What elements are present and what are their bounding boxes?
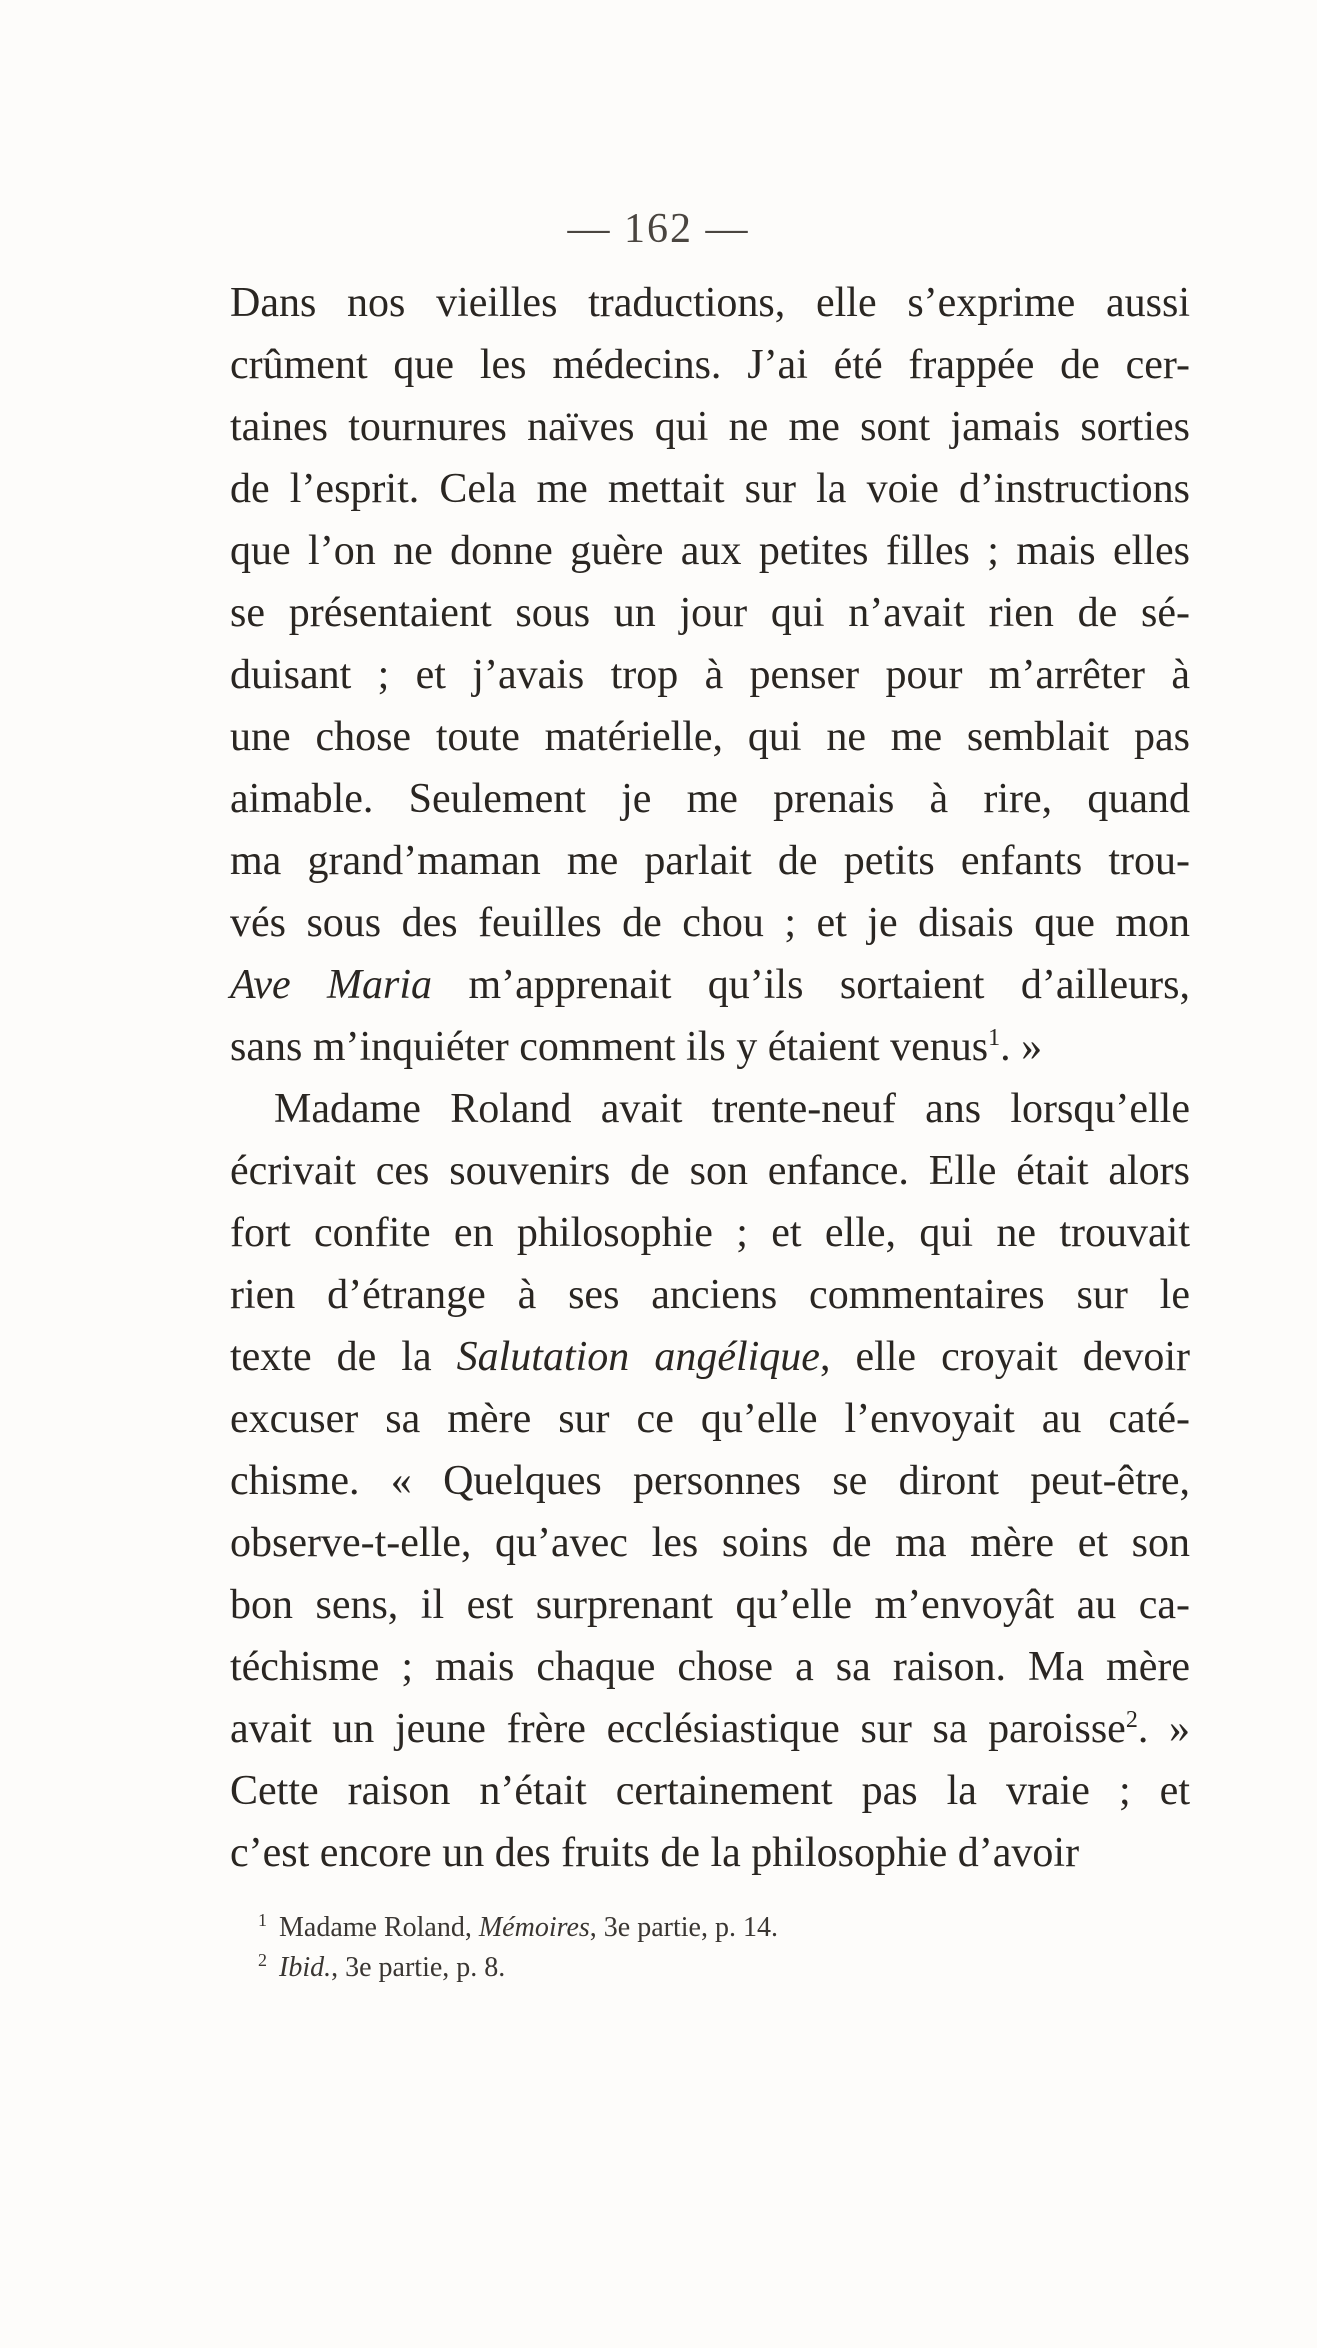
footnote (258, 1948, 1158, 1988)
text-fragment: m’apprenait qu’ils sortaient d’ailleurs, (432, 962, 1190, 1008)
text-line: une chose toute matérielle, qui ne me semblait pas (230, 714, 1190, 760)
text-fragment: avait un jeune frère ecclésiastique sur sa paroisse (230, 1706, 1126, 1752)
footnote-ref: 1 (988, 1025, 1001, 1051)
text-fragment: , 3e partie, p. 8. (331, 1952, 506, 1983)
text-line: Madame Roland avait trente-neuf ans lorsqu’elle (274, 1086, 1190, 1132)
text-line: ma grand’maman me parlait de petits enfants trou- (230, 838, 1190, 884)
footnote-text (279, 1912, 778, 1943)
footnote-text (279, 1952, 505, 1983)
text-fragment: . » (1137, 1706, 1191, 1752)
text-line (230, 954, 1190, 1016)
text-line: aimable. Seulement je me prenais à rire, quand (230, 776, 1190, 822)
page-number: — 162 — (567, 206, 750, 252)
text-line: vés sous des feuilles de chou ; et je disais que mon (230, 900, 1190, 946)
italic-phrase: Mémoires (478, 1912, 590, 1943)
text-line: crûment que les médecins. J’ai été frappée de cer- (230, 342, 1190, 388)
text-line: bon sens, il est surprenant qu’elle m’envoyât au ca- (230, 1582, 1190, 1628)
text-line: observe-t-elle, qu’avec les soins de ma mère et son (230, 1520, 1190, 1566)
footnote-mark: 2 (258, 1949, 267, 1970)
text-line: chisme. « Quelques personnes se diront peut-être, (230, 1458, 1190, 1504)
footnote (258, 1908, 1158, 1948)
footnotes (258, 1908, 1158, 1988)
text-line: que l’on ne donne guère aux petites filles ; mais elles (230, 528, 1190, 574)
footnote-ref: 2 (1125, 1707, 1138, 1733)
text-line: taines tournures naïves qui ne me sont jamais sorties (230, 404, 1190, 450)
text-line (230, 1326, 1190, 1388)
text-line: rien d’étrange à ses anciens commentaires sur le (230, 1272, 1190, 1318)
text-fragment: texte de la (230, 1334, 457, 1380)
text-line: c’est encore un des fruits de la philosophie d’avoir (230, 1830, 1080, 1876)
text-fragment: . » (1000, 1024, 1043, 1070)
italic-phrase: Salutation angélique (456, 1334, 820, 1380)
text-line: Cette raison n’était certainement pas la vraie ; et (230, 1768, 1190, 1814)
text-line: Dans nos vieilles traductions, elle s’exprime aussi (230, 280, 1190, 326)
text-line: fort confite en philosophie ; et elle, qui ne trouvait (230, 1210, 1190, 1256)
italic-phrase: Ibid. (279, 1952, 332, 1983)
footnote-mark: 1 (258, 1909, 267, 1930)
body-text (230, 272, 1190, 1884)
text-line (230, 1016, 1190, 1078)
text-line: excuser sa mère sur ce qu’elle l’envoyait au caté- (230, 1396, 1190, 1442)
text-line: écrivait ces souvenirs de son enfance. Elle était alors (230, 1148, 1190, 1194)
text-fragment: , 3e partie, p. 14. (589, 1912, 778, 1943)
text-line: se présentaient sous un jour qui n’avait rien de sé- (230, 590, 1190, 636)
text-fragment: sans m’inquiéter comment ils y étaient venus (230, 1024, 989, 1070)
text-line: de l’esprit. Cela me mettait sur la voie d’instructions (230, 466, 1190, 512)
text-line: téchisme ; mais chaque chose a sa raison. Ma mère (230, 1644, 1190, 1690)
text-fragment: Madame Roland, (279, 1912, 479, 1943)
italic-phrase: Ave Maria (230, 962, 433, 1008)
text-fragment: , elle croyait devoir (819, 1334, 1191, 1380)
text-line: duisant ; et j’avais trop à penser pour m’arrêter à (230, 652, 1190, 698)
text-line (230, 1698, 1190, 1760)
